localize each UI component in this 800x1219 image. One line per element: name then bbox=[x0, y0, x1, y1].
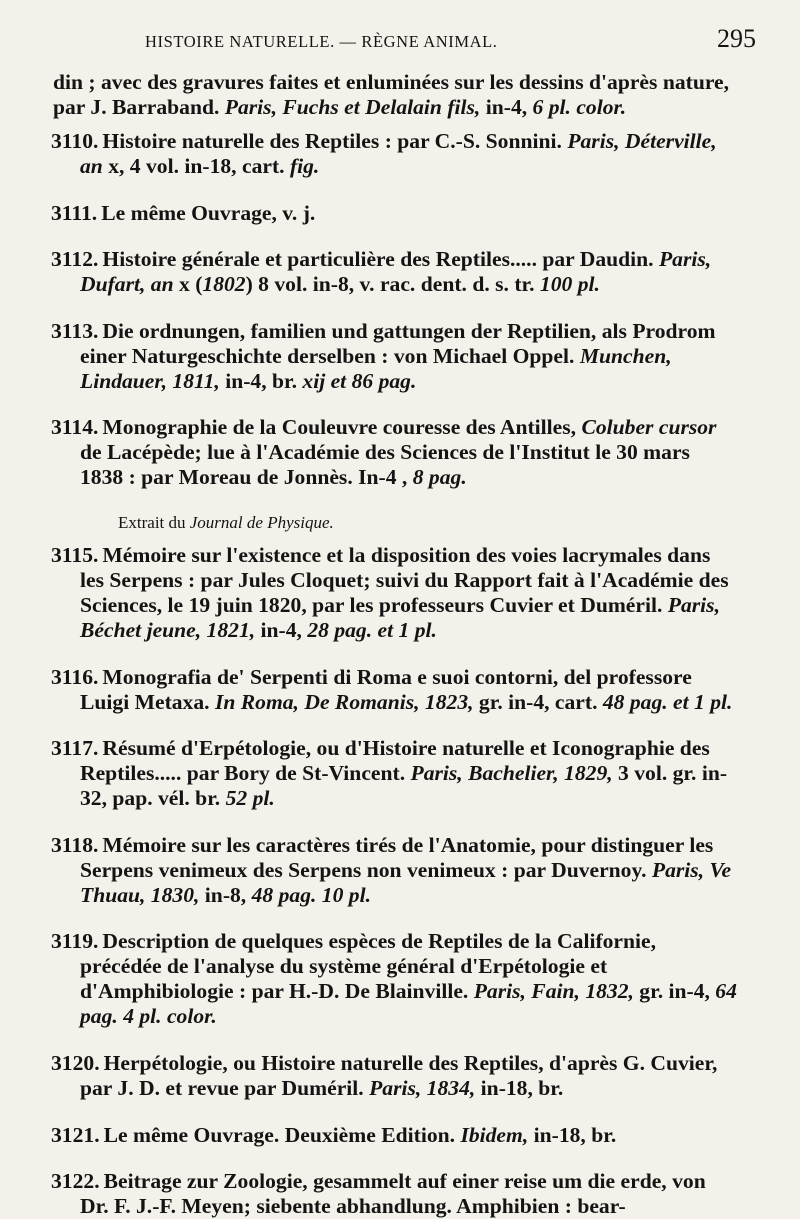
entry-number: 3121. bbox=[51, 1122, 100, 1147]
entry-number: 3122. bbox=[51, 1169, 100, 1194]
entry-number: 3120. bbox=[51, 1050, 100, 1075]
catalog-entry-3117: 3117. Résumé d'Erpétologie, ou d'Histoire naturelle et Iconographie des Reptiles..... par Bory de St-Vincent. Paris, Bachelier, 1829, 3 vol. gr. in-32, pap. vél. br. 52 pl. bbox=[51, 736, 728, 811]
page-number: 295 bbox=[717, 24, 756, 53]
catalog-entry-3120: 3120. Herpétologie, ou Histoire naturelle des Reptiles, d'après G. Cuvier, par J. D. et revue par Duméril. Paris, 1834, in-18, br. bbox=[51, 1050, 718, 1100]
catalog-entry-3118: 3118. Mémoire sur les caractères tirés de l'Anatomie, pour distinguer les Serpens venimeux des Serpens non venimeux : par Duvernoy. Paris, Ve Thuau, 1830, in-8, 48 pag. 10 pl. bbox=[51, 832, 732, 907]
running-header bbox=[50, 24, 756, 70]
entry-number: 3111. bbox=[51, 200, 98, 225]
catalog-entry-3110: 3110. Histoire naturelle des Reptiles : par C.-S. Sonnini. Paris, Déterville, an x, 4 vol. in-18, cart. fig. bbox=[51, 129, 717, 178]
catalog-entry-3121: 3121. Le même Ouvrage. Deuxième Edition. Ibidem, in-18, br. bbox=[51, 1122, 617, 1147]
entry-number: 3110. bbox=[51, 129, 99, 153]
entry-number: 3119. bbox=[51, 929, 99, 954]
catalog-entry-3111: 3111. Le même Ouvrage, v. j. bbox=[51, 200, 316, 225]
running-title: HISTOIRE NATURELLE. — RÈGNE ANIMAL. bbox=[145, 32, 498, 51]
continued-entry: din ; avec des gravures faites et enluminées sur les dessins d'après nature, par J. Barraband. Paris, Fuchs et Delalain fils, in-4, 6 pl. color. bbox=[53, 70, 730, 119]
entry-number: 3115. bbox=[51, 542, 99, 567]
catalog-entry-3116: 3116. Monografia de' Serpenti di Roma e suoi contorni, del professore Luigi Metaxa. In Roma, De Romanis, 1823, gr. in-4, cart. 48 pag. et 1 pl. bbox=[51, 664, 733, 714]
entry-number: 3113. bbox=[51, 318, 99, 343]
catalog-entry-3112: 3112. Histoire générale et particulière des Reptiles..... par Daudin. Paris, Dufart, an x (1802) 8 vol. in-8, v. rac. dent. d. s. tr. 100 pl. bbox=[51, 247, 712, 297]
entry-number: 3112. bbox=[51, 247, 99, 272]
entry-number: 3114. bbox=[51, 415, 99, 440]
entry-note: Extrait du Journal de Physique. bbox=[118, 512, 334, 532]
catalog-entry-3113: 3113. Die ordnungen, familien und gattungen der Reptilien, als Prodrom einer Naturgeschichte derselben : von Michael Oppel. Munchen, Lindauer, 1811, in-4, br. xij et 86 pag. bbox=[51, 318, 716, 393]
catalog-entry-3122: 3122. Beitrage zur Zoologie, gesammelt auf einer reise um die erde, von Dr. F. J.-F. Meyen; siebente abhandlung. Amphibien : bear- bbox=[51, 1169, 706, 1219]
catalog-text bbox=[50, 70, 738, 1219]
catalog-entry-3115: 3115. Mémoire sur l'existence et la disposition des voies lacrymales dans les Serpens : par Jules Cloquet; suivi du Rapport fait à l'Académie des Sciences, le 19 juin 1820, par les professeurs Cuvier et Duméril. Paris, Béchet jeune, 1821, in-4, 28 pag. et 1 pl. bbox=[51, 542, 729, 642]
catalog-entry-3119: 3119. Description de quelques espèces de Reptiles de la Californie, précédée de l'analyse du système général d'Erpétologie et d'Amphibiologie : par H.-D. De Blainville. Paris, Fain, 1832, gr. in-4, 64 pag. 4 pl. color. bbox=[51, 929, 737, 1029]
catalog-entry-3114: 3114. Monographie de la Couleuvre couresse des Antilles, Coluber cursor de Lacépède; lue à l'Académie des Sciences de l'Institut le 30 mars 1838 : par Moreau de Jonnès. In-4 , 8 pag. bbox=[51, 415, 717, 490]
entry-number: 3117. bbox=[51, 736, 99, 761]
entry-number: 3116. bbox=[51, 664, 99, 689]
entry-number: 3118. bbox=[51, 832, 99, 857]
